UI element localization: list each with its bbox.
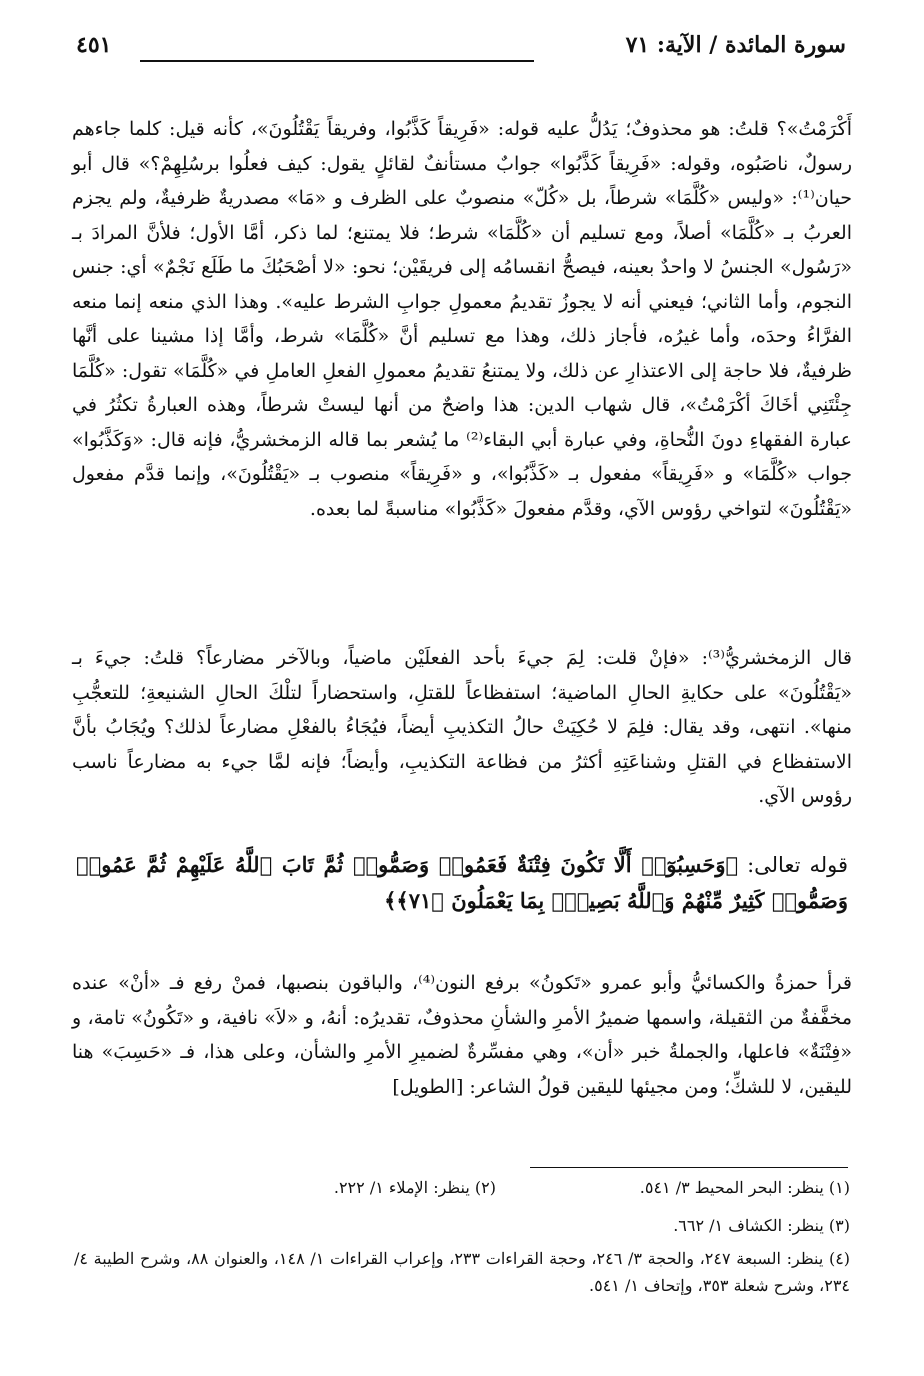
- footnote-separator: [530, 1167, 848, 1168]
- header-rule: [140, 60, 534, 62]
- running-title: سورة المائدة / الآية: ٧١: [625, 32, 846, 58]
- footnote-2: (٢) ينظر: الإملاء ١/ ٢٢٢.: [333, 1178, 496, 1197]
- body-paragraph-1: أَكْرَمْتُ»؟ قلتُ: هو محذوفٌ؛ يَدُلُّ عليه قوله: «فَرِيقاً كَذَّبُوا، وفريقاً يَقْتُلُونَ»، كأنه قيل: كلما جاءهم رسولٌ، ناصَبُوه، وقوله: «فَرِيقاً كَذَّبُوا» جوابٌ مستأنفٌ لقائلٍ يقول: كيف فعلُوا برسُلِهِمْ؟» قال أبو حيان⁽¹⁾: «وليس «كُلَّمَا» شرطاً، بل «كُلّ» منصوبٌ على الظرف و «مَا» مصدريةٌ ظرفيةٌ، ولم يجزم العربُ بـ «كُلَّمَا» أصلاً، ومع تسليم أن «كُلَّمَا» شرط؛ فلا يمتنع؛ لما ذكر، أمَّا الأول؛ فلأنَّ المرادَ بـ «رَسُول» الجنسُ لا واحدٌ بعينه، فيصحُّ انقسامُه إلى فريقَيْن؛ نحو: «لا أصْحَبُكَ ما طَلَع نَجْمٌ» أي: جنس النجوم، وأما الثاني؛ فيعني أنه لا يجوزُ تقديمُ معمولِ جوابِ الشرط عليه». وهذا الذي منعه إنما منعه الفرَّاءُ وحدَه، وأما غيرُه، فأجاز ذلك، وهذا مع تسليم أنَّ «كُلَّمَا» شرط، وأمَّا إذا مشينا على أنَّها ظرفيةٌ، فلا حاجة إلى الاعتذارِ عن ذلك، ولا يمتنعُ تقديمُ معمولِ الفعلِ العاملِ في «كُلَّمَا» تقول: «كُلَّمَا جِئْتَنِي أخَاكَ أكْرَمْتُ»، قال شهاب الدين: هذا واضحٌ من أنها ليستْ شرطاً، وهذه العبارةُ تكثُرُ في عبارة الفقهاءِ دونَ النُّحاةِ، وفي عبارة أبي البقاء⁽²⁾ ما يُشعر بما قاله الزمخشريُّ، فإنه قال: «وَكَذَّبُوا» جواب «كُلَّمَا» و «فَرِيقاً» مفعول بـ «كَذَّبُوا»، و «فَرِيقاً» منصوب بـ «يَقْتُلُونَ»، وإنما قدَّم مفعول «يَقْتُلُونَ» لتواخي رؤوس الآي، وقدَّم مفعولَ «كَذَّبُوا» مناسبةً لما بعده.: [72, 118, 852, 520]
- verse-lead: قوله تعالى:: [747, 853, 848, 877]
- body-paragraph-2: قال الزمخشريُّ⁽³⁾: «فإنْ قلت: لِمَ جيءَ بأحد الفعلَيْن ماضياً، وبالآخر مضارعاً؟ قلتُ: جيءَ بـ «يَقْتُلُونَ» على حكايةِ الحالِ الماضية؛ استفظاعاً للقتلِ، واستحضاراً لتلْكَ الحالِ الشنيعةِ؛ للتعجُّبِ منها». انتهى، وقد يقال: فلِمَ لا حُكِيَتْ حالُ التكذيبِ أيضاً، فيُجَاءُ بالفعْلِ مضارعاً لذلك؟ ويُجَابُ بأنَّ الاستفظاع في القتلِ وشناعَتِهِ أكثرُ من فظاعة التكذيبِ، وأيضاً؛ فإنه لمَّا جيء به مضارعاً ناسب رؤوس الآي.: [72, 647, 852, 807]
- quran-verse-block: [76, 847, 848, 919]
- footnote-1: (١) ينظر: البحر المحيط ٣/ ٥٤١.: [639, 1178, 850, 1197]
- footnote-4: (٤) ينظر: السبعة ٢٤٧، والحجة ٣/ ٢٤٦، وحجة القراءات ٢٣٣، وإعراب القراءات ١/ ١٤٨، والعنوان ٨٨، وشرح الطيبة ٤/ ٢٣٤، وشرح شعلة ٣٥٣، وإتحاف ١/ ٥٤١.: [74, 1249, 851, 1295]
- page-number: ٤٥١: [76, 32, 112, 58]
- footnote-3: (٣) ينظر: الكشاف ١/ ٦٦٢.: [673, 1216, 850, 1235]
- footnote-row-1-2: [74, 1178, 850, 1206]
- quran-verse-text: ﴿وَحَسِبُوٓا۟ أَلَّا تَكُونَ فِتْنَةٌ فَعَمُوا۟ وَصَمُّوا۟ ثُمَّ تَابَ ٱللَّهُ عَلَيْهِمْ ثُمَّ عَمُوا۟ وَصَمُّوا۟ كَثِيرٌ مِّنْهُمْ وَٱللَّهُ بَصِيرٌۢ بِمَا يَعْمَلُونَ ﴿٧١﴾﴾: [76, 852, 848, 913]
- page-header: [76, 30, 846, 74]
- body-paragraph-3: قرأ حمزةُ والكسائيُّ وأبو عمرو «تَكونُ» برفع النون⁽⁴⁾، والباقون بنصبها، فمنْ رفع فـ «أنْ» عنده مخفَّفةٌ من الثقيلة، واسمها ضميرُ الأمرِ والشأنِ محذوفٌ، تقديرُه: أنهُ، و «لاَ» نافية، و «تَكُونُ» تامة، و «فِتْنَةٌ» فاعلها، والجملةُ خبر «أن»، وهي مفسِّرةٌ لضميرِ الأمرِ والشأن، وعلى هذا، فـ «حَسِبَ» هنا لليقين، لا للشكِّ؛ ومن مجيئها لليقين قولُ الشاعر: [الطويل]: [72, 972, 852, 1098]
